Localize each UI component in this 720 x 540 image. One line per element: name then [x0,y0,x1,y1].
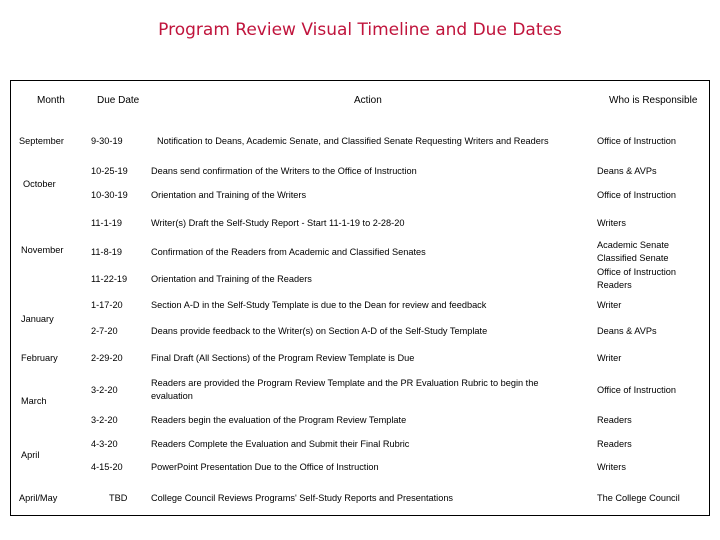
row-responsible: Office of Instruction [597,190,676,200]
row-action: Section A-D in the Self-Study Template is due to the Dean for review and feedback [151,300,487,310]
header-action: Action [354,95,382,106]
month-label: March [21,396,47,406]
row-action: PowerPoint Presentation Due to the Office of Instruction [151,462,379,472]
header-responsible: Who is Responsible [609,95,698,106]
row-date: 11-8-19 [91,247,122,257]
row-date: 2-29-20 [91,353,123,363]
month-label: April [21,450,40,460]
row-action: Writer(s) Draft the Self-Study Report - Start 11-1-19 to 2-28-20 [151,218,405,228]
row-responsible: Classified Senate [597,253,669,263]
header-due-date: Due Date [97,95,140,106]
row-responsible: Readers [597,439,632,449]
row-action: Readers begin the evaluation of the Program Review Template [151,415,407,425]
row-date: 1-17-20 [91,300,123,310]
row-date: 11-1-19 [91,218,122,228]
row-date: 9-30-19 [91,136,123,146]
row-responsible: Readers [597,280,632,290]
row-date: 11-22-19 [91,274,128,284]
row-action: Readers Complete the Evaluation and Submit their Final Rubric [151,439,410,449]
row-responsible: Readers [597,415,632,425]
row-responsible: Academic Senate [597,240,670,250]
row-responsible: Writer [597,353,622,363]
month-label: September [19,136,64,146]
month-label: February [21,353,58,363]
row-action: Readers are provided the Program Review Template and the PR Evaluation Rubric to begin the [151,378,539,388]
month-label: November [21,245,64,255]
row-action: College Council Reviews Programs' Self-Study Reports and Presentations [151,493,454,503]
row-date: 3-2-20 [91,415,118,425]
header-month: Month [37,95,65,106]
month-label: January [21,314,54,324]
row-action: evaluation [151,391,193,401]
row-action: Notification to Deans, Academic Senate, and Classified Senate Requesting Writers and Readers [157,136,549,146]
row-action: Final Draft (All Sections) of the Program Review Template is Due [151,353,415,363]
row-responsible: Office of Instruction [597,267,676,277]
row-responsible: Deans & AVPs [597,166,657,176]
row-action: Orientation and Training of the Writers [151,190,307,200]
row-action: Deans provide feedback to the Writer(s) on Section A-D of the Self-Study Template [151,326,488,336]
month-label: October [23,179,56,189]
row-responsible: Writer [597,300,622,310]
row-date: 10-25-19 [91,166,128,176]
row-responsible: Office of Instruction [597,136,676,146]
row-action: Deans send confirmation of the Writers to the Office of Instruction [151,166,417,176]
row-date: 3-2-20 [91,385,118,395]
row-action: Orientation and Training of the Readers [151,274,312,284]
row-date: 2-7-20 [91,326,118,336]
row-responsible: Writers [597,218,626,228]
timeline-table [10,80,710,516]
page-title: Program Review Visual Timeline and Due Dates [158,20,562,40]
row-action: Confirmation of the Readers from Academic and Classified Senates [151,247,426,257]
row-date: 4-3-20 [91,439,118,449]
row-date: TBD [109,493,128,503]
month-label: April/May [19,493,58,503]
row-responsible: Writers [597,462,626,472]
row-responsible: The College Council [597,493,680,503]
row-date: 4-15-20 [91,462,123,472]
row-responsible: Office of Instruction [597,385,676,395]
row-date: 10-30-19 [91,190,128,200]
row-responsible: Deans & AVPs [597,326,657,336]
